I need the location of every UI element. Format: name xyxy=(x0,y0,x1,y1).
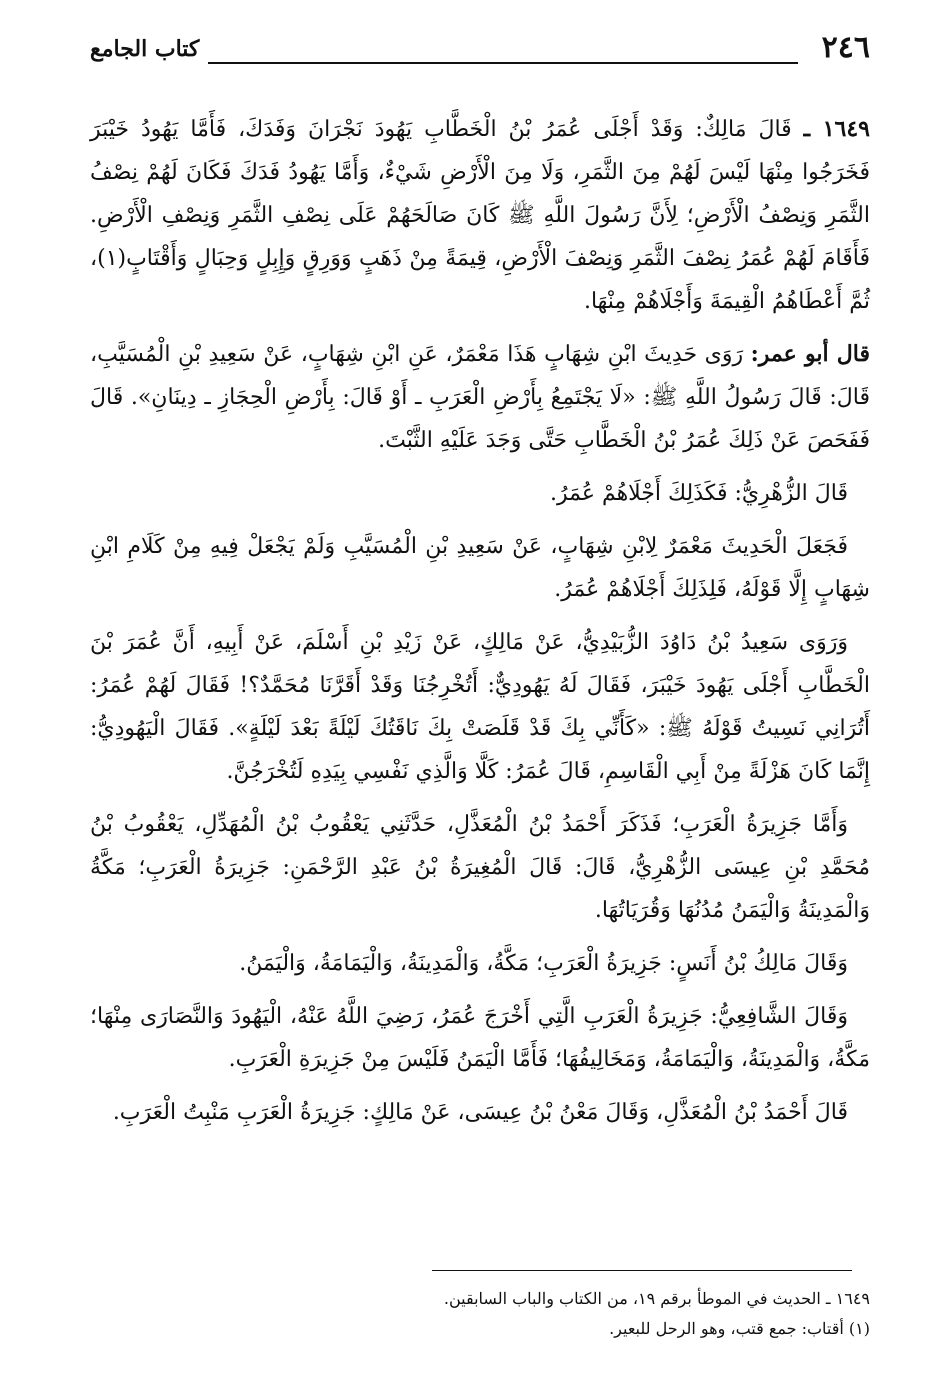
page-number: ٢٤٦ xyxy=(821,30,870,65)
text-paragraph xyxy=(90,995,870,1081)
paragraph-text: فَجَعَلَ الْحَدِيثَ مَعْمَرٌ لِابْنِ شِهَابٍ، عَنْ سَعِيدِ بْنِ الْمُسَيَّبِ وَلَمْ يَجْعَلْ فِيهِ مِنْ كَلَامِ ابْنِ شِهَابٍ إِلَّا قَوْلَهُ، فَلِذَلِكَ أَجْلَاهُمْ عُمَرُ. xyxy=(90,534,870,602)
text-paragraph xyxy=(90,525,870,611)
hadith-number: ١٦٤٩ ـ xyxy=(803,116,870,142)
commentary-lead: قال أبو عمر: xyxy=(750,341,871,367)
paragraph-text: وَقَالَ مَالِكُ بْنُ أَنَسٍ: جَزِيرَةُ الْعَرَبِ؛ مَكَّةُ، وَالْمَدِينَةُ، وَالْيَمَامَةُ، وَالْيَمَنُ. xyxy=(239,951,848,976)
paragraph-text: وَرَوَى سَعِيدُ بْنُ دَاوُدَ الزُّبَيْدِيُّ، عَنْ مَالِكٍ، عَنْ زَيْدِ بْنِ أَسْلَمَ، عَنْ أَبِيهِ، أَنَّ عُمَرَ بْنَ الْخَطَّابِ أَجْلَى يَهُودَ خَيْبَرَ، فَقَالَ لَهُ يَهُودِيٌّ: أَتُخْرِجُنَا وَقَدْ أَقَرَّنَا مُحَمَّدٌ؟! فَقَالَ لَهُمْ عُمَرُ: أَتُرَانِي نَسِيتُ قَوْلَهُ ﷺ: «كَأَنِّي بِكَ قَدْ قَلَصَتْ بِكَ نَاقَتُكَ لَيْلَةً بَعْدَ لَيْلَةٍ». فَقَالَ الْيَهُودِيُّ: إِنَّمَا كَانَ هَزْلَةً مِنْ أَبِي الْقَاسِمِ، قَالَ عُمَرُ: كَلَّا وَالَّذِي نَفْسِي بِيَدِهِ لَتُخْرَجُنَّ. xyxy=(90,630,870,784)
paragraph-text: قَالَ مَالِكٌ: وَقَدْ أَجْلَى عُمَرُ بْنُ الْخَطَّابِ يَهُودَ نَجْرَانَ وَفَدَكَ، فَأَمَّا يَهُودُ خَيْبَرَ فَخَرَجُوا مِنْهَا لَيْسَ لَهُمْ مِنَ الثَّمَرِ، وَلَا مِنَ الْأَرْضِ شَيْءٌ، وَأَمَّا يَهُودُ فَدَكَ فَكَانَ لَهُمْ نِصْفُ الثَّمَرِ وَنِصْفُ الْأَرْضِ؛ لِأَنَّ رَسُولَ اللَّهِ ﷺ كَانَ صَالَحَهُمْ عَلَى نِصْفِ الثَّمَرِ وَنِصْفِ الْأَرْضِ. فَأَقَامَ لَهُمْ عُمَرُ نِصْفَ الثَّمَرِ وَنِصْفَ الْأَرْضِ، قِيمَةً مِنْ ذَهَبٍ وَوَرِقٍ وَإِبِلٍ وَحِبَالٍ وَأَقْتَابٍ(١)، ثُمَّ أَعْطَاهُمُ الْقِيمَةَ وَأَجْلَاهُمْ مِنْهَا. xyxy=(90,117,870,314)
paragraph-text: رَوَى حَدِيثَ ابْنِ شِهَابٍ هَذَا مَعْمَرٌ، عَنِ ابْنِ شِهَابٍ، عَنْ سَعِيدِ بْنِ الْمُسَيَّبِ، قَالَ: قَالَ رَسُولُ اللَّهِ ﷺ: «لَا يَجْتَمِعُ بِأَرْضِ الْعَرَبِ ـ أَوْ قَالَ: بِأَرْضِ الْحِجَازِ ـ دِينَانِ». قَالَ فَفَحَصَ عَنْ ذَلِكَ عُمَرُ بْنُ الْخَطَّابِ حَتَّى وَجَدَ عَلَيْهِ الثَّبْتَ. xyxy=(90,342,870,453)
text-paragraph xyxy=(90,472,870,515)
text-paragraph xyxy=(90,942,870,985)
footnote: (١) أقتاب: جمع قتب، وهو الرحل للبعير. xyxy=(609,1319,870,1338)
text-paragraph xyxy=(90,803,870,932)
paragraph-text: وَأَمَّا جَزِيرَةُ الْعَرَبِ؛ فَذَكَرَ أَحْمَدُ بْنُ الْمُعَذَّلِ، حَدَّثَنِي يَعْقُوبُ بْنُ الْمُهَدِّلِ، يَعْقُوبُ بْنُ مُحَمَّدِ بْنِ عِيسَى الزُّهْرِيُّ، قَالَ: قَالَ الْمُغِيرَةُ بْنُ عَبْدِ الرَّحْمَنِ: جَزِيرَةُ الْعَرَبِ؛ مَكَّةُ وَالْمَدِينَةُ وَالْيَمَنُ مُدُنُهَا وَقُرَيَاتُهَا. xyxy=(90,812,870,923)
footnote: ١٦٤٩ ـ الحديث في الموطأ برقم ١٩، من الكتاب والباب السابقين. xyxy=(443,1289,870,1308)
footnote-rule xyxy=(432,1270,852,1271)
hadith-paragraph xyxy=(90,108,870,323)
footnotes xyxy=(90,1284,870,1344)
running-title: كتاب الجامع xyxy=(90,36,200,62)
header-rule xyxy=(208,62,798,64)
commentary-paragraph xyxy=(90,333,870,462)
paragraph-text: وَقَالَ الشَّافِعِيُّ: جَزِيرَةُ الْعَرَبِ الَّتِي أَخْرَجَ عُمَرُ، رَضِيَ اللَّهُ عَنْهُ، الْيَهُودَ وَالنَّصَارَى مِنْهَا؛ مَكَّةُ، وَالْمَدِينَةُ، وَالْيَمَامَةُ، وَمَخَالِيفُهَا؛ فَأَمَّا الْيَمَنُ فَلَيْسَ مِنْ جَزِيرَةِ الْعَرَبِ. xyxy=(90,1004,870,1072)
text-paragraph xyxy=(90,621,870,793)
page-header xyxy=(90,28,870,74)
paragraph-text: قَالَ أَحْمَدُ بْنُ الْمُعَذَّلِ، وَقَالَ مَعْنُ بْنُ عِيسَى، عَنْ مَالِكٍ: جَزِيرَةُ الْعَرَبِ مَنْبِتُ الْعَرَبِ. xyxy=(112,1100,848,1125)
main-text xyxy=(90,108,870,1144)
paragraph-text: قَالَ الزُّهْرِيُّ: فَكَذَلِكَ أَجْلَاهُمْ عُمَرُ. xyxy=(549,481,848,506)
text-paragraph xyxy=(90,1091,870,1134)
